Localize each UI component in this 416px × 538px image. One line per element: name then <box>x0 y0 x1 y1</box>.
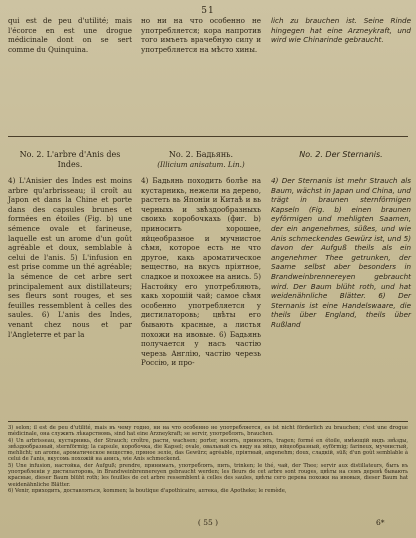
section-divider-top <box>8 136 408 137</box>
body-french-text <box>8 176 132 339</box>
top-russian-paragraph: но ни на что особенно не употребляется; кора напротив того имъеть врачебную силу и употребляется на мѣсто хины. <box>141 16 261 54</box>
footnote-divider <box>8 421 408 422</box>
footnote-3: 3) selon; il est de peu d'utilité, mais въ чему годно, ни на что особенно не употребляется, es ist nicht förderlich zu brauchen; c'est une drogue médicinale, она служить лѣкарствомь, sind hat eine Arzneykraft; se servir, употреблять, brauchen. <box>8 425 408 438</box>
body-russian-paragraph: 4) Бадьянь походить болѣе на кустарникь, нежели на дерево, растеть вь Японіи и Китаѣ и вь черныхь и звѣздообразныхь своихь коробочкахь (фиг. b) приноситъ хорошее, яйцеобразное и мучнистое сѣмя, которое есть не что другое, какь ароматическое вещество, на вкусъ пріятное, сладкое и похожее на анись. 5) Настойку его употребляють, какь хорошій чай; самое сѣмя особенно употребляется у дистилаторовь; цвѣты его бывають красные, а листья похожи на ивовые. 6) Бадьянь получается у насъ частію черезь Англію, частію черезь Россію, и про- <box>141 176 261 368</box>
heading-latin-name: (Illicium anisatum. Lin.) <box>157 160 245 169</box>
footnote-4: 4) Un arbrisseau, кустарникь, der Strauch; croître, расти, wachsen; porter, носить, приносить, tragen; formé en étoile, имѣющій видъ звѣзды, звѣздообразный, sternförmig; la capsule, коробочка, die Kapsel; ovale, овальный съ виду на яйцо, яйцеобразный, eyförmig; farineux, мучнистый, mehlicht; un arome, ароматическое вещество, пряное зеліе, das Gewürz; agréable, пріятный, angenehm; doux, сладкій, süß; d'un goût semblable à celui de l'anis, вкусомь похожій на анись, wie Anis schmeckend. <box>8 437 408 463</box>
page-reference: ( 55 ) <box>197 518 219 527</box>
top-french-paragraph: qui est de peu d'utilité; mais l'écorce en est une drogue médicinale dont on se sert comme du Quinquina. <box>8 16 132 54</box>
body-russian-text <box>141 176 261 368</box>
top-german-paragraph: lich zu brauchen ist. Seine Rinde hingegen hat eine Arzneykraft, und wird wie Chinarinde gebraucht. <box>271 16 411 45</box>
footnotes <box>8 425 408 494</box>
body-french-paragraph: 4) L'Anisier des Indes est moins arbre qu'arbrisseau; il croît au Japon et dans la Chine et porte dans des capsules brunes et formées en étoiles (Fig. b) une sémence ovale et farineuse, laquelle est un arome d'un goût agréable et doux, semblable à celui de l'anis. 5) L'infusion en est prise comme un thé agréable; la sémence de cet arbre sert principalement aux distillateurs; ses fleurs sont rouges, et ses feuilles ressemblent à celles des saules. 6) L'anis des Indes, venant chez nous et par l'Angleterre et par la <box>8 176 132 339</box>
top-german-text <box>271 16 411 45</box>
body-german-text <box>271 176 411 330</box>
signature-mark: 6* <box>376 518 385 527</box>
footnote-5: 5) Une infusion, настойка, der Aufguß; prendre, принимать, употреблять, пить, trinken; le thé, чай, der Thee; servir aux distillateurs, быть въ употребленіи у дистилаторовь, in Brandweinbrennereyen gebraucht werden; les fleurs de cet arbre sont rouges, цвѣты на семъ деревѣ бывають красные, dieser Baum blüht roth; les feuilles de cet arbre ressemblent à celles des saules, цвѣты сего дерева похожи на ивовыя, dieser Baum hat weidenähnliche Blätter. <box>8 462 408 488</box>
body-german-paragraph: 4) Der Sternanis ist mehr Strauch als Baum, wächst in Japan und China, und trägt in braunen sternförmigen Kapseln (Fig. b) einen braunen eyförmigen und mehligten Saamen, der ein angenehmes, süßes, und wie Anis schmeckendes Gewürz ist, und 5) davon der Aufguß theils als ein angenehmer Thee getrunken, der Saame selbst aber besonders in Brandweinbrennereyen gebraucht wird. Der Baum blüht roth, und hat weidenähnliche Blätter. 6) Der Sternanis ist eine Handelswaare, die theils über England, theils über Rußland <box>271 176 411 329</box>
top-russian-text <box>141 16 261 54</box>
heading-german: No. 2. Der Sternanis. <box>299 150 383 159</box>
page-number: 51 <box>201 6 215 16</box>
page-footer <box>0 518 416 527</box>
top-french-text <box>8 16 132 54</box>
heading-french: No. 2. L'arbre d'Anis des Indes. <box>19 150 121 169</box>
footnote-6: 6) Venir, приходить, доставляться, kommen; la boutique d'apothicaire, аптека, die Apotheke; le remède, <box>8 487 287 494</box>
heading-russian: No. 2. Бадьянь. <box>168 150 234 159</box>
